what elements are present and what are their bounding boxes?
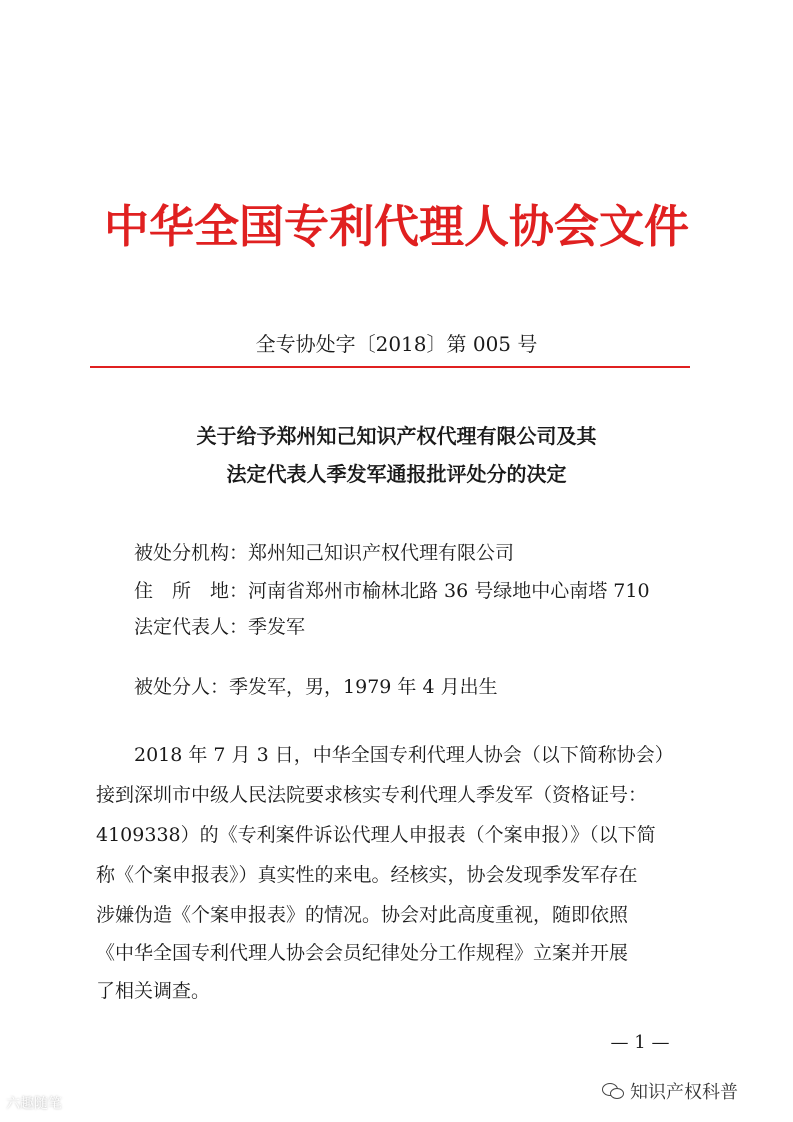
red-divider — [90, 366, 690, 368]
body-line: 了相关调查。 — [96, 980, 211, 1002]
decision-title-line1: 关于给予郑州知己知识产权代理有限公司及其 — [196, 424, 597, 448]
party-org-label: 被处分机构： — [134, 542, 249, 564]
party-rep-label: 法定代表人： — [134, 616, 249, 638]
body-line: 称《个案申报表》）真实性的来电。经核实，协会发现季发军存在 — [96, 864, 638, 886]
body-line: 《中华全国专利代理人协会会员纪律处分工作规程》立案并开展 — [96, 942, 629, 964]
party-org-row — [134, 538, 514, 565]
document-number: 全专协处字〔2018〕第 005 号 — [255, 332, 538, 356]
watermark-text: 知识产权科普 — [630, 1082, 738, 1103]
masthead-title: 中华全国专利代理人协会文件 — [103, 200, 689, 253]
party-address-label: 住 所 地： — [134, 580, 249, 602]
party-address-row — [134, 576, 650, 603]
party-person-value: 季发军，男，1979 年 4 月出生 — [229, 676, 498, 698]
body-line: 接到深圳市中级人民法院要求核实专利代理人季发军（资格证号： — [96, 784, 648, 806]
party-address-value: 河南省郑州市榆林北路 36 号绿地中心南塔 710 — [248, 580, 650, 602]
body-line: 2018 年 7 月 3 日，中华全国专利代理人协会（以下简称协会） — [134, 744, 674, 766]
wechat-icon — [602, 1082, 624, 1100]
party-person-row — [134, 672, 498, 699]
party-person-label: 被处分人： — [134, 676, 230, 698]
party-org-value: 郑州知己知识产权代理有限公司 — [248, 542, 515, 564]
decision-title-line2: 法定代表人季发军通报批评处分的决定 — [226, 462, 567, 486]
corner-stamp: 六趣随笔 — [6, 1096, 62, 1112]
party-rep-row — [134, 612, 305, 639]
body-line: 涉嫌伪造《个案申报表》的情况。协会对此高度重视，随即依照 — [96, 904, 629, 926]
body-line: 4109338）的《专利案件诉讼代理人申报表（个案申报）》（以下简 — [96, 824, 656, 846]
watermark — [602, 1078, 738, 1104]
page-number: — 1 — — [610, 1032, 670, 1053]
party-rep-value: 季发军 — [248, 616, 306, 638]
